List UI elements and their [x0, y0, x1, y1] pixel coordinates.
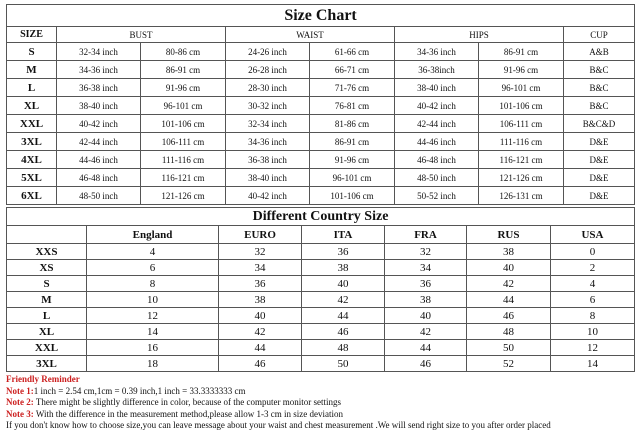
size-label-cell: S: [7, 43, 57, 61]
country-size-label-cell: XXL: [7, 340, 87, 356]
size-value-cell: 48-50 inch: [57, 187, 141, 205]
country-column-header: USA: [551, 226, 635, 244]
size-label-cell: XXL: [7, 115, 57, 133]
country-size-table: [6, 207, 635, 372]
size-value-cell: 46-48 inch: [395, 151, 479, 169]
country-value-cell: 10: [87, 292, 219, 308]
country-value-cell: 32: [385, 244, 467, 260]
country-value-cell: 50: [467, 340, 551, 356]
note-3-text: With the difference in the measurement method,please allow 1-3 cm in size deviation: [33, 408, 343, 419]
country-value-cell: 34: [219, 260, 302, 276]
country-header-row: [7, 226, 635, 244]
size-value-cell: 32-34 inch: [57, 43, 141, 61]
size-value-cell: 26-28 inch: [226, 61, 310, 79]
country-value-cell: 34: [385, 260, 467, 276]
country-value-cell: 38: [302, 260, 385, 276]
size-label-cell: XL: [7, 97, 57, 115]
size-value-cell: 30-32 inch: [226, 97, 310, 115]
country-value-cell: 12: [551, 340, 635, 356]
hips-column-header: HIPS: [395, 27, 564, 43]
size-value-cell: 101-106 cm: [310, 187, 395, 205]
size-row: [7, 43, 635, 61]
country-row: [7, 276, 635, 292]
size-value-cell: 36-38 inch: [226, 151, 310, 169]
size-row: [7, 187, 635, 205]
country-row: [7, 356, 635, 372]
country-value-cell: 38: [385, 292, 467, 308]
size-value-cell: B&C: [564, 61, 635, 79]
size-value-cell: 42-44 inch: [395, 115, 479, 133]
country-value-cell: 40: [302, 276, 385, 292]
country-value-cell: 46: [219, 356, 302, 372]
size-value-cell: 106-111 cm: [479, 115, 564, 133]
size-value-cell: 86-91 cm: [141, 61, 226, 79]
size-value-cell: B&C: [564, 97, 635, 115]
country-value-cell: 40: [219, 308, 302, 324]
country-value-cell: 6: [87, 260, 219, 276]
size-value-cell: 106-111 cm: [141, 133, 226, 151]
country-value-cell: 8: [551, 308, 635, 324]
country-value-cell: 44: [385, 340, 467, 356]
size-value-cell: 48-50 inch: [395, 169, 479, 187]
size-value-cell: 46-48 inch: [57, 169, 141, 187]
size-value-cell: 91-96 cm: [310, 151, 395, 169]
size-value-cell: D&E: [564, 187, 635, 205]
size-value-cell: 126-131 cm: [479, 187, 564, 205]
note-3: [6, 409, 634, 421]
size-value-cell: 24-26 inch: [226, 43, 310, 61]
bust-column-header: BUST: [57, 27, 226, 43]
country-value-cell: 46: [467, 308, 551, 324]
size-row: [7, 133, 635, 151]
country-value-cell: 42: [302, 292, 385, 308]
country-size-label-cell: XL: [7, 324, 87, 340]
size-value-cell: 91-96 cm: [141, 79, 226, 97]
size-label-cell: M: [7, 61, 57, 79]
country-value-cell: 36: [385, 276, 467, 292]
country-value-cell: 48: [302, 340, 385, 356]
size-value-cell: D&E: [564, 169, 635, 187]
size-value-cell: 32-34 inch: [226, 115, 310, 133]
country-value-cell: 32: [219, 244, 302, 260]
size-row: [7, 169, 635, 187]
size-value-cell: 96-101 cm: [479, 79, 564, 97]
country-value-cell: 14: [551, 356, 635, 372]
country-size-label-cell: XS: [7, 260, 87, 276]
size-label-cell: 5XL: [7, 169, 57, 187]
country-column-header: RUS: [467, 226, 551, 244]
size-value-cell: A&B: [564, 43, 635, 61]
friendly-reminder: Friendly Reminder: [6, 374, 80, 384]
size-row: [7, 97, 635, 115]
country-row: [7, 308, 635, 324]
size-value-cell: 81-86 cm: [310, 115, 395, 133]
waist-column-header: WAIST: [226, 27, 395, 43]
country-column-header: FRA: [385, 226, 467, 244]
size-row: [7, 79, 635, 97]
country-value-cell: 48: [467, 324, 551, 340]
country-value-cell: 36: [302, 244, 385, 260]
size-value-cell: 111-116 cm: [141, 151, 226, 169]
country-value-cell: 0: [551, 244, 635, 260]
country-size-label-cell: M: [7, 292, 87, 308]
country-value-cell: 46: [302, 324, 385, 340]
size-chart-title: Size Chart: [7, 5, 635, 27]
footer-note: If you don't know how to choose size,you can leave message about your waist and chest measurement .We will send right size to you after order placed: [6, 420, 551, 430]
country-row: [7, 324, 635, 340]
size-label-cell: L: [7, 79, 57, 97]
note-2-text: There might be slightly difference in color, because of the computer monitor settings: [33, 397, 341, 407]
size-value-cell: 44-46 inch: [57, 151, 141, 169]
country-value-cell: 44: [302, 308, 385, 324]
size-value-cell: D&E: [564, 133, 635, 151]
size-value-cell: 86-91 cm: [479, 43, 564, 61]
country-value-cell: 6: [551, 292, 635, 308]
size-value-cell: 38-40 inch: [226, 169, 310, 187]
country-value-cell: 44: [219, 340, 302, 356]
note-2: [6, 397, 634, 409]
size-value-cell: 40-42 inch: [57, 115, 141, 133]
country-size-label-cell: L: [7, 308, 87, 324]
size-value-cell: 121-126 cm: [479, 169, 564, 187]
size-value-cell: 91-96 cm: [479, 61, 564, 79]
size-value-cell: 101-106 cm: [479, 97, 564, 115]
note-2-label: Note 2:: [6, 397, 34, 407]
size-row: [7, 115, 635, 133]
size-value-cell: 66-71 cm: [310, 61, 395, 79]
country-value-cell: 4: [551, 276, 635, 292]
size-value-cell: 40-42 inch: [395, 97, 479, 115]
size-value-cell: 116-121 cm: [141, 169, 226, 187]
size-label-cell: 4XL: [7, 151, 57, 169]
size-value-cell: 61-66 cm: [310, 43, 395, 61]
country-value-cell: 42: [467, 276, 551, 292]
size-value-cell: 34-36 inch: [57, 61, 141, 79]
country-value-cell: 50: [302, 356, 385, 372]
country-value-cell: 38: [467, 244, 551, 260]
size-value-cell: 44-46 inch: [395, 133, 479, 151]
size-value-cell: 86-91 cm: [310, 133, 395, 151]
size-value-cell: 38-40 inch: [57, 97, 141, 115]
country-row: [7, 260, 635, 276]
size-value-cell: B&C: [564, 79, 635, 97]
size-value-cell: B&C&D: [564, 115, 635, 133]
size-value-cell: 40-42 inch: [226, 187, 310, 205]
country-value-cell: 44: [467, 292, 551, 308]
country-value-cell: 46: [385, 356, 467, 372]
country-value-cell: 2: [551, 260, 635, 276]
note-1-text: 1 inch = 2.54 cm,1cm = 0.39 inch,1 inch = 33.3333333 cm: [33, 385, 246, 396]
country-column-header: [7, 226, 87, 244]
note-3-label: Note 3:: [6, 408, 34, 419]
country-row: [7, 340, 635, 356]
size-value-cell: 116-121 cm: [479, 151, 564, 169]
size-value-cell: 36-38inch: [395, 61, 479, 79]
notes-section: [6, 374, 634, 432]
country-row: [7, 292, 635, 308]
country-value-cell: 8: [87, 276, 219, 292]
country-row: [7, 244, 635, 260]
size-label-cell: 6XL: [7, 187, 57, 205]
country-size-label-cell: 3XL: [7, 356, 87, 372]
size-chart-body: [7, 43, 635, 205]
country-size-label-cell: XXS: [7, 244, 87, 260]
size-value-cell: 28-30 inch: [226, 79, 310, 97]
size-value-cell: 50-52 inch: [395, 187, 479, 205]
size-row: [7, 61, 635, 79]
size-value-cell: 42-44 inch: [57, 133, 141, 151]
country-value-cell: 38: [219, 292, 302, 308]
size-value-cell: 38-40 inch: [395, 79, 479, 97]
country-value-cell: 40: [385, 308, 467, 324]
country-column-header: EURO: [219, 226, 302, 244]
note-1-label: Note 1:: [6, 385, 34, 396]
size-value-cell: 80-86 cm: [141, 43, 226, 61]
size-value-cell: 34-36 inch: [395, 43, 479, 61]
country-value-cell: 14: [87, 324, 219, 340]
country-value-cell: 12: [87, 308, 219, 324]
country-value-cell: 4: [87, 244, 219, 260]
country-value-cell: 42: [219, 324, 302, 340]
country-value-cell: 18: [87, 356, 219, 372]
size-value-cell: D&E: [564, 151, 635, 169]
country-value-cell: 42: [385, 324, 467, 340]
country-value-cell: 52: [467, 356, 551, 372]
size-value-cell: 96-101 cm: [310, 169, 395, 187]
size-value-cell: 96-101 cm: [141, 97, 226, 115]
country-size-label-cell: S: [7, 276, 87, 292]
size-label-cell: 3XL: [7, 133, 57, 151]
country-value-cell: 10: [551, 324, 635, 340]
country-chart-title: Different Country Size: [7, 208, 635, 226]
size-row: [7, 151, 635, 169]
size-column-header: SIZE: [7, 27, 57, 43]
size-value-cell: 101-106 cm: [141, 115, 226, 133]
size-value-cell: 76-81 cm: [310, 97, 395, 115]
size-value-cell: 71-76 cm: [310, 79, 395, 97]
size-value-cell: 34-36 inch: [226, 133, 310, 151]
size-value-cell: 121-126 cm: [141, 187, 226, 205]
note-1: [6, 386, 634, 398]
country-column-header: ITA: [302, 226, 385, 244]
size-chart-table: [6, 4, 635, 205]
size-value-cell: 111-116 cm: [479, 133, 564, 151]
country-column-header: England: [87, 226, 219, 244]
country-value-cell: 40: [467, 260, 551, 276]
country-value-cell: 36: [219, 276, 302, 292]
country-value-cell: 16: [87, 340, 219, 356]
size-value-cell: 36-38 inch: [57, 79, 141, 97]
cup-column-header: CUP: [564, 27, 635, 43]
country-chart-body: [7, 244, 635, 372]
